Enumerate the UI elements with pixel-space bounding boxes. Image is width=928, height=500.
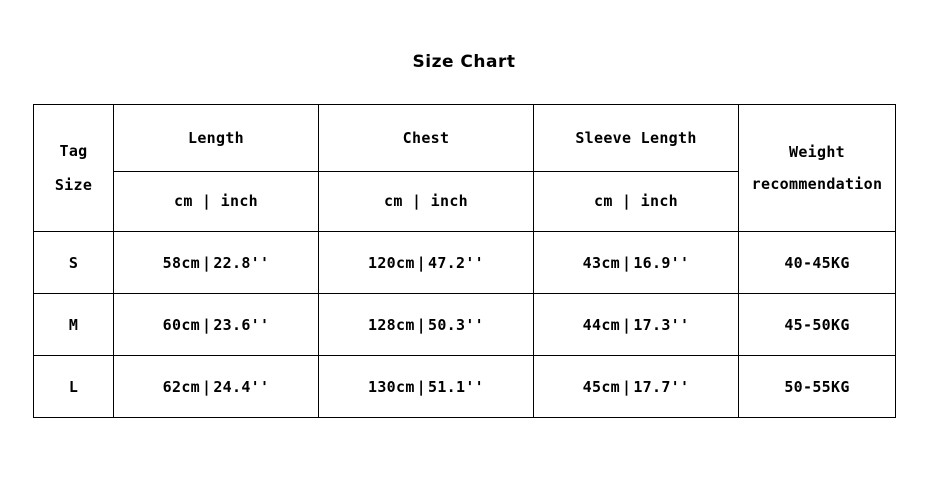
header-weight-recommendation: [739, 105, 896, 232]
sleeve-separator: |: [621, 253, 632, 272]
size-chart-table-wrapper: [33, 104, 895, 418]
chest-inch: 51.1'': [428, 377, 484, 396]
cell-size: L: [34, 356, 114, 418]
chest-separator: |: [416, 253, 426, 272]
sleeve-separator: |: [621, 377, 632, 396]
cell-weight: 50-55KG: [739, 356, 896, 418]
cell-chest: [319, 356, 534, 418]
sleeve-separator: |: [621, 315, 632, 334]
table-row: [34, 356, 896, 418]
chest-separator: |: [416, 315, 426, 334]
cell-length: [114, 232, 319, 294]
cell-weight: 40-45KG: [739, 232, 896, 294]
cell-weight: 45-50KG: [739, 294, 896, 356]
chest-inch: 50.3'': [428, 315, 484, 334]
length-inch: 24.4'': [213, 377, 270, 396]
units-sleeve: [534, 171, 739, 231]
cell-length: [114, 356, 319, 418]
weight-head-line2: recommendation: [751, 175, 883, 193]
header-chest: Chest: [319, 105, 534, 172]
chest-inch: 47.2'': [428, 253, 484, 272]
cell-chest: [319, 232, 534, 294]
sleeve-inch: 17.3'': [633, 315, 690, 334]
units-sleeve-text: cm | inch: [594, 192, 678, 211]
cell-length: [114, 294, 319, 356]
length-cm: 58cm: [162, 253, 200, 272]
units-length: [114, 171, 319, 231]
page-title: Size Chart: [412, 52, 516, 72]
chest-separator: |: [416, 377, 426, 396]
sleeve-cm: 44cm: [582, 315, 620, 334]
tag-size-line1: Tag: [59, 142, 88, 160]
sleeve-inch: 16.9'': [633, 253, 690, 272]
table-header-row-groups: [34, 105, 896, 172]
size-chart-table: [33, 104, 896, 418]
tag-size-line2: Size: [54, 176, 93, 194]
cell-sleeve: [534, 356, 739, 418]
length-separator: |: [201, 315, 212, 334]
length-cm: 60cm: [162, 315, 200, 334]
table-row: [34, 232, 896, 294]
units-chest-text: cm | inch: [384, 192, 468, 211]
sleeve-cm: 45cm: [582, 377, 620, 396]
cell-sleeve: [534, 232, 739, 294]
table-row: [34, 294, 896, 356]
chest-cm: 130cm: [368, 377, 415, 396]
length-separator: |: [201, 377, 212, 396]
sleeve-cm: 43cm: [582, 253, 620, 272]
units-chest: [319, 171, 534, 231]
chest-cm: 120cm: [368, 253, 415, 272]
header-sleeve-length: Sleeve Length: [534, 105, 739, 172]
cell-size: M: [34, 294, 114, 356]
length-cm: 62cm: [162, 377, 200, 396]
units-length-text: cm | inch: [174, 192, 258, 211]
sleeve-inch: 17.7'': [633, 377, 690, 396]
length-separator: |: [201, 253, 212, 272]
header-length: Length: [114, 105, 319, 172]
cell-chest: [319, 294, 534, 356]
cell-size: S: [34, 232, 114, 294]
length-inch: 22.8'': [213, 253, 270, 272]
chest-cm: 128cm: [368, 315, 415, 334]
length-inch: 23.6'': [213, 315, 270, 334]
weight-head-line1: Weight: [789, 143, 845, 161]
header-tag-size: [34, 105, 114, 232]
cell-sleeve: [534, 294, 739, 356]
